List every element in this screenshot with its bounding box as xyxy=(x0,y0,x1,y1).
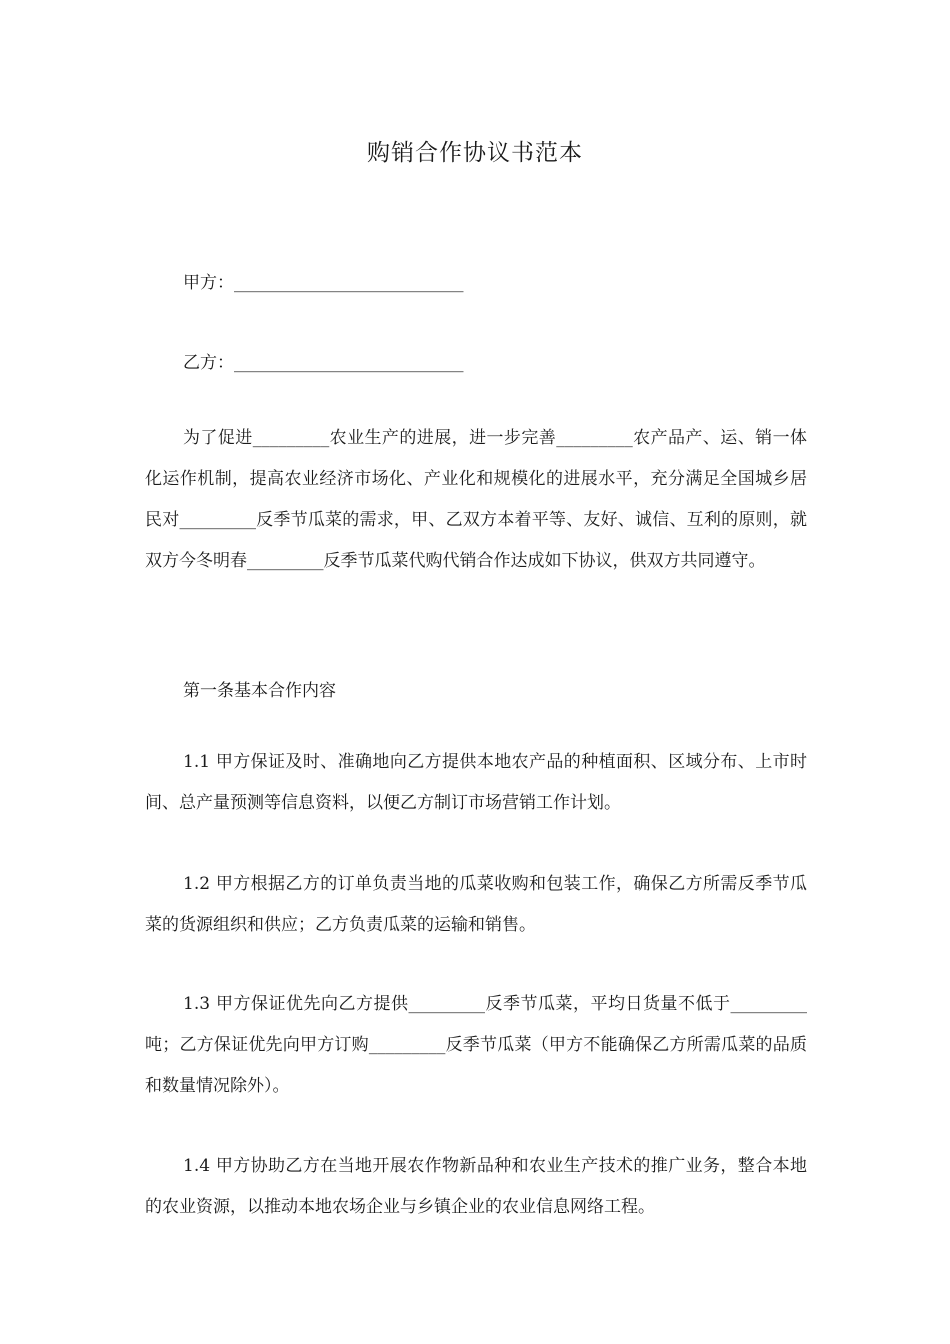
clause-1-4: 1.4 甲方协助乙方在当地开展农作物新品种和农业生产技术的推广业务，整合本地的农业资源，以推动本地农场企业与乡镇企业的农业信息网络工程。 xyxy=(145,1156,807,1217)
clause-1-1: 1.1 甲方保证及时、准确地向乙方提供本地农产品的种植面积、区域分布、上市时间、总产量预测等信息资料，以便乙方制订市场营销工作计划。 xyxy=(145,752,807,813)
party-a-line: 甲方：___________________________ xyxy=(183,273,464,293)
preamble-paragraph: 为了促进_________农业生产的进展，进一步完善_________农产品产、运、销一体化运作机制，提高农业经济市场化、产业化和规模化的进展水平，充分满足全国城乡居民对_________反季节瓜菜的需求，甲、乙双方本着平等、友好、诚信、互利的原则，就双方今冬明春_________反季节瓜菜代购代销合作达成如下协议，供双方共同遵守。 xyxy=(145,428,807,571)
article-1-heading: 第一条基本合作内容 xyxy=(183,681,336,701)
document-title: 购销合作协议书范本 xyxy=(367,140,583,166)
party-b-line: 乙方：___________________________ xyxy=(183,353,464,373)
clause-1-2: 1.2 甲方根据乙方的订单负责当地的瓜菜收购和包装工作，确保乙方所需反季节瓜菜的货源组织和供应；乙方负责瓜菜的运输和销售。 xyxy=(145,874,807,935)
clause-1-3: 1.3 甲方保证优先向乙方提供_________反季节瓜菜，平均日货量不低于_________吨；乙方保证优先向甲方订购_________反季节瓜菜（甲方不能确保乙方所需瓜菜的品质和数量情况除外）。 xyxy=(145,994,807,1096)
